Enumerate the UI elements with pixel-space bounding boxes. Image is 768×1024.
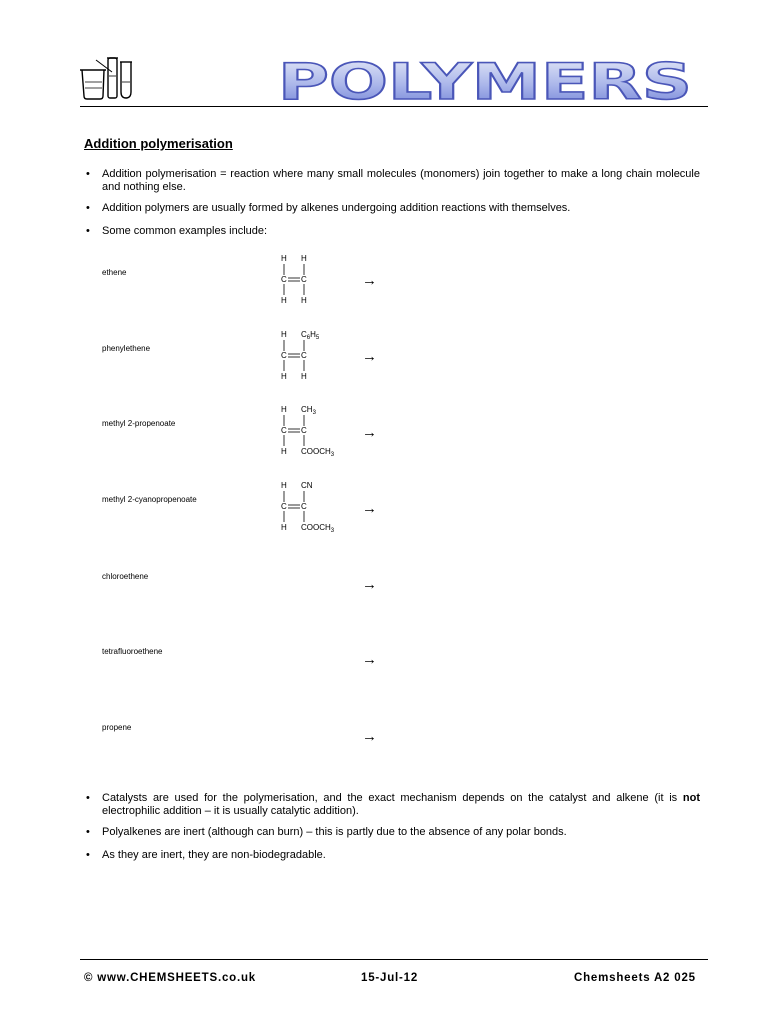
list-item bbox=[84, 168, 700, 194]
atom-label: H bbox=[281, 481, 287, 490]
bullet-icon: • bbox=[86, 792, 90, 804]
atom-label: C bbox=[281, 502, 287, 511]
bullet-icon: • bbox=[86, 225, 90, 237]
header-divider bbox=[80, 106, 708, 107]
atom-label: C bbox=[301, 426, 307, 435]
atom-label: C bbox=[281, 426, 287, 435]
footer-sheet-id: Chemsheets A2 025 bbox=[574, 972, 696, 984]
bullet-icon: • bbox=[86, 826, 90, 838]
page-title bbox=[274, 56, 694, 104]
footer-website: © www.CHEMSHEETS.co.uk bbox=[84, 972, 256, 984]
example-name-ethene: ethene bbox=[102, 268, 127, 277]
bullet-text: As they are inert, they are non-biodegradable. bbox=[102, 849, 326, 861]
atom-label: CN bbox=[301, 481, 313, 490]
example-name-phenylethene: phenylethene bbox=[102, 344, 151, 353]
bullet-icon: • bbox=[86, 849, 90, 861]
bullet-text: Addition polymerisation = reaction where many small molecules (monomers) join together to make a long chain molecule and nothing else. bbox=[102, 168, 700, 193]
example-name-propene: propene bbox=[102, 723, 132, 732]
bullet-text: Catalysts are used for the polymerisation, and the exact mechanism depends on the catalyst and alkene (it is not electrophilic addition – it is usually catalytic addition). bbox=[102, 792, 700, 817]
page-title-text: POLYMERS bbox=[278, 56, 692, 104]
list-item bbox=[84, 849, 700, 862]
atom-label: C bbox=[301, 351, 307, 360]
atom-label: C bbox=[301, 502, 307, 511]
example-name-chloroethene: chloroethene bbox=[102, 572, 149, 581]
atom-label: C bbox=[281, 275, 287, 284]
reaction-arrow: → bbox=[362, 728, 377, 745]
structure-methyl-2-cyanopropenoate bbox=[270, 479, 360, 535]
reaction-arrow: → bbox=[362, 348, 377, 365]
bullet-text: Polyalkenes are inert (although can burn) – this is partly due to the absence of any polar bonds. bbox=[102, 826, 567, 838]
example-name-tetrafluoroethene: tetrafluoroethene bbox=[102, 647, 163, 656]
list-item bbox=[84, 826, 700, 839]
structure-phenylethene bbox=[270, 328, 360, 384]
atom-label: H bbox=[281, 254, 287, 263]
atom-label: H bbox=[281, 523, 287, 532]
atom-label: C bbox=[301, 275, 307, 284]
footer-date: 15-Jul-12 bbox=[361, 972, 419, 984]
section-heading: Addition polymerisation bbox=[84, 136, 233, 151]
atom-label: H bbox=[301, 254, 307, 263]
lab-glassware-icon bbox=[78, 52, 134, 102]
atom-label: $C_6H_5$ bbox=[301, 330, 320, 341]
example-name-methyl-2-propenoate: methyl 2-propenoate bbox=[102, 419, 176, 428]
atom-label: $COOCH_3$ bbox=[301, 447, 335, 458]
reaction-arrow: → bbox=[362, 651, 377, 668]
footer-divider bbox=[80, 959, 708, 960]
reaction-arrow: → bbox=[362, 424, 377, 441]
structure-methyl-2-propenoate bbox=[270, 403, 360, 459]
bullet-text: Some common examples include: bbox=[102, 225, 268, 237]
bullet-icon: • bbox=[86, 168, 90, 180]
atom-label: H bbox=[281, 372, 287, 381]
atom-label: H bbox=[301, 296, 307, 305]
atom-label: $COOCH_3$ bbox=[301, 523, 335, 534]
atom-label: C bbox=[281, 351, 287, 360]
atom-label: H bbox=[301, 372, 307, 381]
reaction-arrow: → bbox=[362, 576, 377, 593]
structure-ethene bbox=[270, 252, 360, 308]
list-item bbox=[84, 225, 700, 238]
reaction-arrow: → bbox=[362, 272, 377, 289]
atom-label: H bbox=[281, 296, 287, 305]
bullet-icon: • bbox=[86, 202, 90, 214]
list-item bbox=[84, 792, 700, 818]
bullet-text: Addition polymers are usually formed by alkenes undergoing addition reactions with themselves. bbox=[102, 202, 571, 214]
example-name-methyl-2-cyanopropenoate: methyl 2-cyanopropenoate bbox=[102, 495, 197, 504]
atom-label: H bbox=[281, 405, 287, 414]
atom-label: H bbox=[281, 330, 287, 339]
reaction-arrow: → bbox=[362, 500, 377, 517]
atom-label: $CH_3$ bbox=[301, 405, 316, 416]
atom-label: H bbox=[281, 447, 287, 456]
list-item bbox=[84, 202, 700, 215]
